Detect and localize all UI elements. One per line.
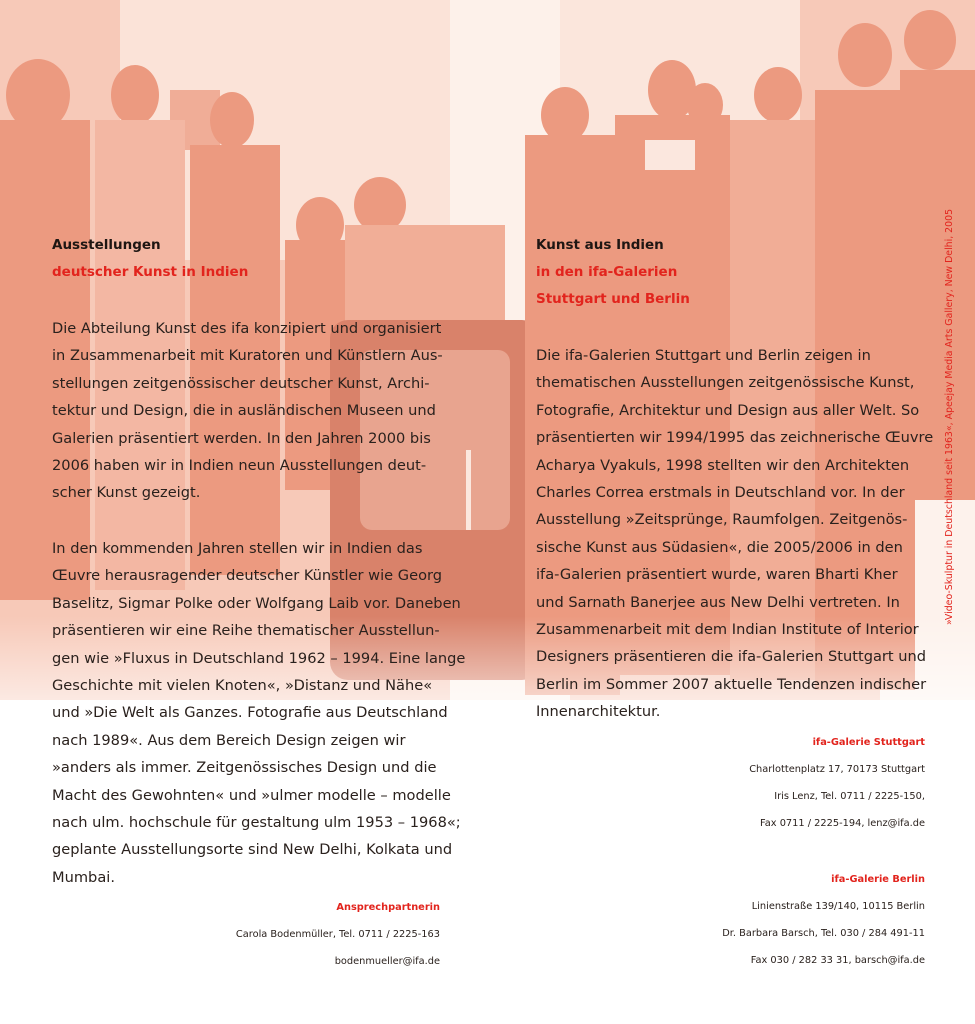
right-paragraph-1	[536, 342, 936, 726]
text-line: sische Kunst aus Südasien«, die 2005/2006 in den	[536, 538, 903, 556]
left-paragraph-2	[52, 535, 472, 891]
right-heading-line2: in den ifa-Galerien	[536, 264, 678, 280]
text-line: und »Die Welt als Ganzes. Fotografie aus Deutschland	[52, 704, 448, 722]
text-line: präsentieren wir eine Reihe thematischer Ausstellun-	[52, 622, 440, 640]
text-line: »anders als immer. Zeitgenössisches Design und die	[52, 759, 437, 777]
contact-fax-email[interactable]: Fax 030 / 282 33 31, barsch@ifa.de	[750, 955, 925, 966]
contact-phone: Carola Bodenmüller, Tel. 0711 / 2225-163	[235, 929, 440, 940]
text-line: Baselitz, Sigmar Polke oder Wolfgang Laib vor. Daneben	[52, 594, 461, 612]
text-line: Galerien präsentiert werden. In den Jahren 2000 bis	[52, 429, 431, 447]
left-contact-block	[236, 894, 440, 975]
contact-address: Linienstraße 139/140, 10115 Berlin	[751, 901, 925, 912]
text-line: Die Abteilung Kunst des ifa konzipiert und organisiert	[52, 320, 442, 337]
text-line: Die ifa-Galerien Stuttgart und Berlin zeigen in	[536, 347, 871, 364]
contact-address: Charlottenplatz 17, 70173 Stuttgart	[749, 764, 925, 775]
text-line: Macht des Gewohnten« und »ulmer modelle – modelle	[52, 786, 451, 804]
text-line: Acharya Vyakuls, 1998 stellten wir den Architekten	[536, 456, 910, 474]
contact-heading: ifa-Galerie Berlin	[831, 874, 925, 885]
text-line: Ausstellung »Zeitsprünge, Raumfolgen. Zeitgenös-	[536, 511, 908, 529]
left-heading-line1: Ausstellungen	[52, 237, 161, 253]
right-heading-line3: Stuttgart und Berlin	[536, 291, 690, 307]
stuttgart-contact-block	[749, 729, 925, 837]
right-heading-line1: Kunst aus Indien	[536, 237, 664, 253]
text-line: Mumbai.	[52, 868, 115, 886]
text-line: scher Kunst gezeigt.	[52, 484, 201, 502]
contact-email[interactable]: bodenmueller@ifa.de	[334, 956, 440, 967]
text-line: In den kommenden Jahren stellen wir in Indien das	[52, 540, 423, 557]
text-line: Œuvre herausragender deutscher Künstler wie Georg	[52, 567, 443, 585]
text-line: Fotografie, Architektur und Design aus aller Welt. So	[536, 401, 920, 419]
contact-fax-email[interactable]: Fax 0711 / 2225-194, lenz@ifa.de	[760, 818, 925, 829]
text-line: Charles Correa erstmals in Deutschland vor. In der	[536, 484, 905, 502]
contact-phone: Dr. Barbara Barsch, Tel. 030 / 284 491-11	[722, 928, 925, 939]
text-line: tektur und Design, die in ausländischen Museen und	[52, 402, 436, 420]
left-heading-line2: deutscher Kunst in Indien	[52, 264, 249, 280]
text-line: in Zusammenarbeit mit Kuratoren und Künstlern Aus-	[52, 347, 443, 365]
contact-heading: Ansprechpartnerin	[336, 902, 440, 913]
text-line: thematischen Ausstellungen zeitgenössische Kunst,	[536, 374, 915, 392]
text-line: ifa-Galerien präsentiert wurde, waren Bharti Kher	[536, 566, 898, 584]
contact-heading: ifa-Galerie Stuttgart	[812, 737, 925, 748]
text-line: stellungen zeitgenössischer deutscher Kunst, Archi-	[52, 374, 430, 392]
left-column	[52, 232, 452, 286]
text-line: Zusammenarbeit mit dem Indian Institute of Interior	[536, 621, 919, 639]
photo-caption: »Video-Skulptur in Deutschland seit 1963«, Apeejay Media Arts Gallery, New Delhi, 2005	[944, 208, 955, 625]
text-line: Designers präsentieren die ifa-Galerien Stuttgart und	[536, 648, 927, 666]
text-line: geplante Ausstellungsorte sind New Delhi, Kolkata und	[52, 841, 453, 859]
contact-phone: Iris Lenz, Tel. 0711 / 2225-150,	[774, 791, 925, 802]
right-column	[536, 232, 936, 313]
text-line: präsentierten wir 1994/1995 das zeichnerische Œuvre	[536, 429, 934, 447]
berlin-contact-block	[722, 866, 925, 974]
left-paragraph-1	[52, 315, 472, 507]
text-line: gen wie »Fluxus in Deutschland 1962 – 1994. Eine lange	[52, 649, 466, 667]
text-line: nach ulm. hochschule für gestaltung ulm 1953 – 1968«;	[52, 814, 461, 832]
text-line: nach 1989«. Aus dem Bereich Design zeigen wir	[52, 731, 406, 749]
text-line: Innenarchitektur.	[536, 703, 661, 721]
text-line: Berlin im Sommer 2007 aktuelle Tendenzen indischer	[536, 675, 927, 693]
text-line: 2006 haben wir in Indien neun Ausstellungen deut-	[52, 457, 427, 475]
text-line: und Sarnath Banerjee aus New Delhi vertreten. In	[536, 593, 900, 611]
text-line: Geschichte mit vielen Knoten«, »Distanz und Nähe«	[52, 677, 433, 695]
